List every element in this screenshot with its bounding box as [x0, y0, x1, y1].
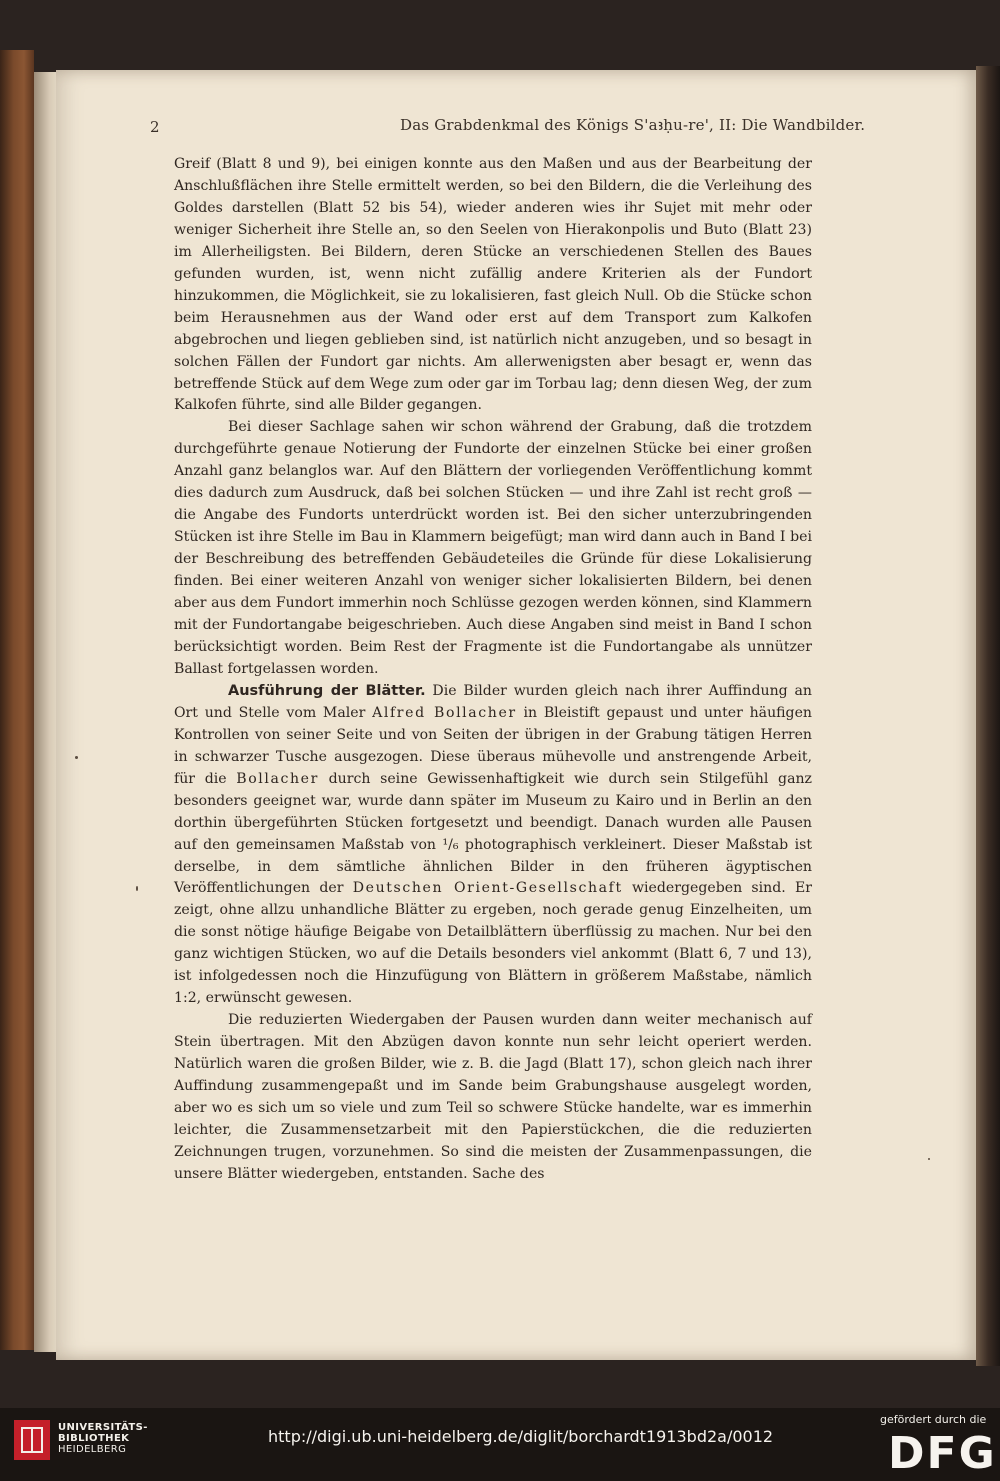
- library-name: UNIVERSITÄTS- BIBLIOTHEK HEIDELBERG: [58, 1422, 148, 1455]
- funded-by-label: gefördert durch die: [880, 1413, 987, 1426]
- paragraph: Greif (Blatt 8 und 9), bei einigen konnte aus den Maßen und aus der Bearbeitung der Anschlußflächen ihre Stelle ermittelt werden, so bei den Bildern, die die Verleihung des Goldes darstellen (Blatt 52 bis 54), wieder anderen wies ihr Sujet mit mehr oder weniger Sicherheit ihre Stelle an, so den Seelen von Hierakonpolis und Buto (Blatt 23) im Allerheiligsten. Bei Bildern, deren Stücke an verschiedenen Stellen des Baues gefunden wurden, ist, wenn nicht zufällig andere Kriterien als der Fundort hinzukommen, die Möglichkeit, sie zu lokalisieren, fast gleich Null. Ob die Stücke schon beim Herausnehmen aus der Wand oder erst auf dem Transport zum Kalkofen abgebrochen und liegen geblieben sind, ist natürlich nicht anzugeben, und so besagt in solchen Fällen der Fundort gar nichts. Am allerwenigsten aber besagt er, wenn das betreffende Stück auf dem Wege zum oder gar im Torbau lag; denn diesen Weg, der zum Kalkofen führte, sind alle Bilder gegangen.: [174, 156, 812, 414]
- paper-speck: [75, 756, 78, 759]
- paper-speck: [928, 1158, 930, 1160]
- text-run: in Bleistift gepaust und unter häufigen Kontrollen von seiner Seite und von Seiten der übrigen in der Grabung tätigen Herren in schwarzer Tusche ausgezogen. Diese überaus mühevolle und anstrengende Arbeit, für die: [174, 704, 813, 787]
- organization-name: Deutschen Orient-Gesellschaft: [352, 880, 623, 897]
- page-number: 2: [150, 118, 160, 136]
- viewer-footer: [0, 1408, 1000, 1481]
- paragraph: Bei dieser Sachlage sahen wir schon während der Grabung, daß die trotzdem durchgeführte genaue Notierung der Fundorte der einzelnen Stücke bei einer großen Anzahl ganz belanglos war. Auf den Blättern der vorliegenden Veröffentlichung kommt dies dadurch zum Ausdruck, daß bei solchen Stücken — und ihre Zahl ist recht groß — die Angabe des Fundorts unterdrückt worden ist. Bei den sicher unterzubringenden Stücken ist ihre Stelle im Bau in Klammern beigefügt; man wird dann auch in Band I bei der Beschreibung des betreffenden Gebäudeteiles die Gründe für diese Lokalisierung finden. Bei einer weiteren Anzahl von weniger sicher lokalisierten Bildern, bei denen aber aus dem Fundort immerhin noch Schlüsse gezogen werden können, sind Klammern mit der Fundortangabe beigeschrieben. Auch diese Angaben sind meist in Band I schon berücksichtigt worden. Beim Rest der Fragmente ist die Fundortangabe als unnützer Ballast fortgelassen worden.: [174, 419, 812, 677]
- paper-speck: [136, 886, 138, 891]
- running-title: Das Grabdenkmal des Königs S'aꜣḥu-re', II: Die Wandbilder.: [400, 116, 866, 134]
- book-right-edge: [976, 66, 1000, 1366]
- text-run: Die Bilder wurden gleich nach ihrer Auffindung an Ort und Stelle vom Maler: [174, 682, 812, 721]
- paragraph: [174, 681, 812, 1010]
- text-run: durch seine Gewissenhaftigkeit wie durch sein Stilgefühl ganz besonders geeignet war, wurde dann später im Museum zu Kairo und in Berlin an den dorthin übergeführten Stücken fortgesetzt und beendigt. Danach wurden alle Pausen auf den gemeinsamen Maßstab von ¹/₆ photographisch verkleinert. Dieser Maßstab ist derselbe, in dem sämtliche ähnlichen Bilder in den früheren ägyptischen Veröffentlichungen der: [174, 770, 812, 897]
- paragraph: Die reduzierten Wiedergaben der Pausen wurden dann weiter mechanisch auf Stein übertragen. Mit den Abzügen davon konnte nun sehr leicht operiert werden. Natürlich waren die großen Bilder, wie z. B. die Jagd (Blatt 17), schon gleich nach ihrer Auffindung zusammengepaßt und im Sande beim Grabungshause ausgelegt worden, aber wo es sich um so viele und zum Teil so schwere Stücke handelte, war es immerhin leichter, die Zusammensetzarbeit mit den Papierstückchen, die die reduzierten Zeichnungen trugen, vorzunehmen. So sind die meisten der Zusammenpassungen, die unsere Blätter wiedergeben, entstanden. Sache des: [174, 1012, 812, 1182]
- person-name: Alfred Bollacher: [372, 704, 517, 721]
- body-text: [174, 154, 812, 1186]
- section-heading: Ausführung der Blätter.: [228, 682, 426, 699]
- text-run: wiedergegeben sind. Er zeigt, ohne allzu unhandliche Blätter zu ergeben, noch gerade genug Einzelheiten, um die sonst nötige häufige Beigabe von Detailblättern überflüssig zu machen. Nur bei den ganz wichtigen Stücken, wo auf die Details besonders viel ankommt (Blatt 6, 7 und 13), ist infolgedessen noch die Hinzufügung von Blättern in größerem Maßstabe, nämlich 1:2, erwünscht gewesen.: [174, 880, 812, 1007]
- permalink-url[interactable]: http://digi.ub.uni-heidelberg.de/diglit/borchardt1913bd2a/0012: [268, 1427, 774, 1446]
- library-seal-icon: [14, 1420, 50, 1460]
- dfg-logo: DFG: [888, 1428, 997, 1479]
- person-name: Bollacher: [236, 770, 319, 787]
- book-cover-edge: [0, 50, 34, 1350]
